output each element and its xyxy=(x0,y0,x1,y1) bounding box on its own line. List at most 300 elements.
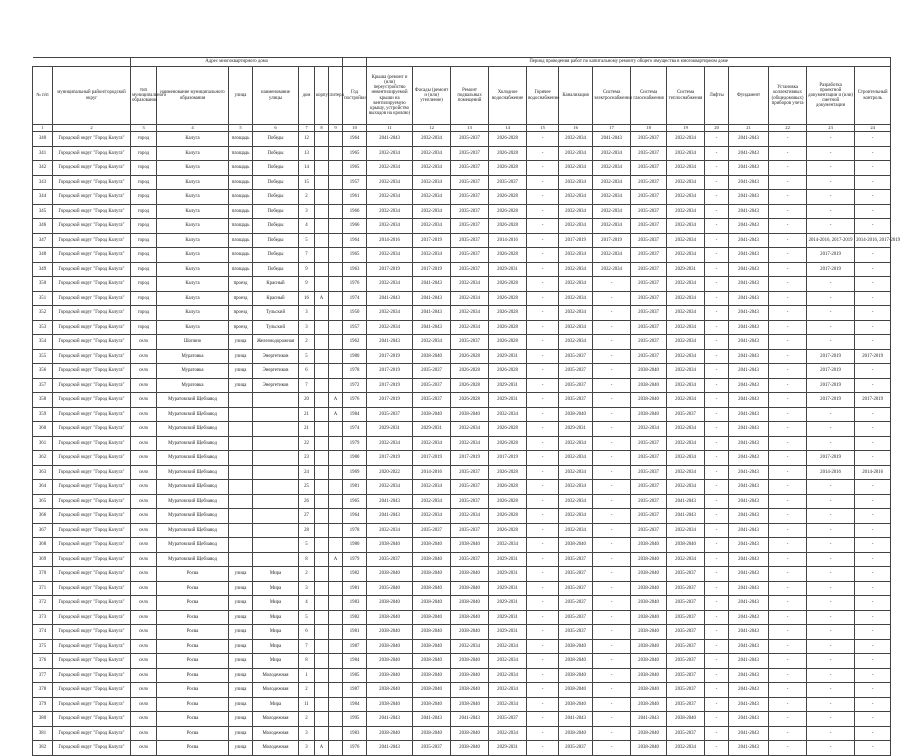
table-cell: - xyxy=(705,509,729,524)
table-cell: 2035-2040 xyxy=(367,581,413,596)
table-cell: 2035-2037 xyxy=(631,291,667,306)
table-cell: Городской округ "Город Калуга" xyxy=(53,581,131,596)
table-cell: город xyxy=(131,291,157,306)
table-cell: - xyxy=(855,581,891,596)
table-cell: - xyxy=(769,407,807,422)
column-number: 8 xyxy=(315,125,329,132)
table-cell: 2038-2040 xyxy=(413,668,451,683)
table-cell: 2032-2034 xyxy=(367,219,413,234)
table-cell: 22 xyxy=(299,436,315,451)
table-cell: 3 xyxy=(299,581,315,596)
table-cell: 2032-2034 xyxy=(667,451,705,466)
table-cell: Городской округ "Город Калуга" xyxy=(53,712,131,727)
table-cell: 2026-2028 xyxy=(489,422,527,437)
table-cell: площадь xyxy=(229,204,253,219)
table-cell: - xyxy=(807,436,855,451)
table-cell: Шопино xyxy=(157,335,229,350)
table-cell: Энергетиков xyxy=(253,364,299,379)
table-cell: Городской округ "Город Калуга" xyxy=(53,233,131,248)
table-cell: 2 xyxy=(299,712,315,727)
table-cell: 2029-2031 xyxy=(489,262,527,277)
table-cell: 2026-2028 xyxy=(489,291,527,306)
column-header: Лифты xyxy=(705,67,729,125)
table-cell xyxy=(329,451,343,466)
table-cell: 2026-2028 xyxy=(489,494,527,509)
table-cell: 2041-2043 xyxy=(729,146,769,161)
table-cell: село xyxy=(131,436,157,451)
table-cell: - xyxy=(769,451,807,466)
table-cell: 2035-2037 xyxy=(559,610,593,625)
table-cell: 2038-2040 xyxy=(413,726,451,741)
table-cell: - xyxy=(705,233,729,248)
table-cell: - xyxy=(807,335,855,350)
table-cell: 2026-2028 xyxy=(489,306,527,321)
table-cell: 7 xyxy=(299,639,315,654)
table-cell: - xyxy=(527,132,559,147)
table-cell: 2038-2040 xyxy=(413,610,451,625)
table-cell: 2035-2037 xyxy=(559,596,593,611)
table-cell: 2041-2043 xyxy=(729,393,769,408)
table-cell: 370 xyxy=(33,567,53,582)
table-cell: 2038-2040 xyxy=(367,668,413,683)
table-cell: 2038-2040 xyxy=(367,683,413,698)
table-cell: 1976 xyxy=(343,277,367,292)
table-cell: город xyxy=(131,204,157,219)
table-cell: - xyxy=(705,451,729,466)
table-cell: - xyxy=(705,523,729,538)
table-cell: 2032-2034 xyxy=(413,509,451,524)
table-cell: улица xyxy=(229,697,253,712)
table-cell: 2035-2037 xyxy=(631,480,667,495)
table-cell xyxy=(329,480,343,495)
table-cell: 2038-2040 xyxy=(631,538,667,553)
table-cell: 2035-2037 xyxy=(667,567,705,582)
column-number: 22 xyxy=(769,125,807,132)
table-cell xyxy=(315,248,329,263)
table-cell: - xyxy=(807,726,855,741)
table-cell: 1950 xyxy=(343,306,367,321)
table-cell xyxy=(329,378,343,393)
table-cell: - xyxy=(527,277,559,292)
table-cell: 2032-2034 xyxy=(451,291,489,306)
table-cell: 2035-2037 xyxy=(413,364,451,379)
table-cell: Муратовский Щебзавод xyxy=(157,422,229,437)
table-cell: 2026-2028 xyxy=(489,364,527,379)
table-cell: 2038-2040 xyxy=(413,639,451,654)
table-cell: проезд xyxy=(229,291,253,306)
table-cell: 2038-2040 xyxy=(559,407,593,422)
table-cell: - xyxy=(807,552,855,567)
table-cell xyxy=(329,596,343,611)
table-cell: улица xyxy=(229,596,253,611)
table-cell: - xyxy=(769,219,807,234)
column-header: Холодное водоснабжение xyxy=(489,67,527,125)
table-cell: Городской округ "Город Калуга" xyxy=(53,277,131,292)
table-cell xyxy=(253,538,299,553)
column-number: 21 xyxy=(729,125,769,132)
table-cell: 2032-2034 xyxy=(667,248,705,263)
table-cell: село xyxy=(131,552,157,567)
table-cell: 2035-2037 xyxy=(489,712,527,727)
table-cell: 3 xyxy=(299,741,315,756)
table-cell: 2038-2040 xyxy=(631,378,667,393)
table-cell: 21 xyxy=(299,422,315,437)
table-cell: 2035-2037 xyxy=(451,233,489,248)
table-cell: Росва xyxy=(157,697,229,712)
table-cell: - xyxy=(527,291,559,306)
table-cell: - xyxy=(855,523,891,538)
table-cell: 2035-2037 xyxy=(559,741,593,756)
table-cell: 2035-2037 xyxy=(451,248,489,263)
table-cell: 2038-2040 xyxy=(413,567,451,582)
table-cell: площадь xyxy=(229,132,253,147)
table-cell: - xyxy=(807,668,855,683)
table-cell: - xyxy=(769,523,807,538)
table-cell xyxy=(253,480,299,495)
column-number: 10 xyxy=(343,125,367,132)
table-cell: 2038-2040 xyxy=(451,407,489,422)
column-number: 9 xyxy=(329,125,343,132)
table-cell: 1976 xyxy=(343,741,367,756)
table-cell: 2041-2043 xyxy=(729,161,769,176)
table-cell: Энергетиков xyxy=(253,349,299,364)
table-cell: - xyxy=(705,393,729,408)
table-cell xyxy=(253,393,299,408)
table-cell: село xyxy=(131,480,157,495)
table-cell: 1980 xyxy=(343,349,367,364)
table-cell: 2032-2034 xyxy=(413,161,451,176)
table-cell: 1984 xyxy=(343,407,367,422)
table-cell: Молодежная xyxy=(253,741,299,756)
table-cell: 371 xyxy=(33,581,53,596)
table-cell: 2038-2040 xyxy=(451,538,489,553)
table-cell: 2032-2034 xyxy=(667,422,705,437)
table-cell: 2041-2043 xyxy=(729,712,769,727)
table-cell: 2017-2019 xyxy=(451,451,489,466)
table-cell: 21 xyxy=(299,407,315,422)
table-cell: 381 xyxy=(33,726,53,741)
table-cell: 2038-2040 xyxy=(367,726,413,741)
table-cell: 2041-2043 xyxy=(729,625,769,640)
table-cell: 1983 xyxy=(343,596,367,611)
table-cell: 1987 xyxy=(343,683,367,698)
table-cell: 2038-2040 xyxy=(413,538,451,553)
table-cell: - xyxy=(855,248,891,263)
table-cell: - xyxy=(705,465,729,480)
table-cell: 1 xyxy=(299,668,315,683)
table-cell: 2038-2040 xyxy=(451,726,489,741)
table-cell: - xyxy=(593,480,631,495)
table-cell: 2038-2040 xyxy=(559,654,593,669)
table-cell: 2 xyxy=(299,335,315,350)
column-number: 24 xyxy=(855,125,891,132)
table-cell: село xyxy=(131,494,157,509)
table-cell: Муратовка xyxy=(157,349,229,364)
table-cell: 2032-2034 xyxy=(667,219,705,234)
table-cell: 2041-2043 xyxy=(729,596,769,611)
table-row xyxy=(33,146,891,161)
table-cell: 368 xyxy=(33,538,53,553)
table-cell xyxy=(315,306,329,321)
table-cell: - xyxy=(855,378,891,393)
table-cell: - xyxy=(705,349,729,364)
column-header-row xyxy=(33,67,891,125)
table-cell xyxy=(253,552,299,567)
table-cell: 4 xyxy=(299,596,315,611)
table-cell: 1981 xyxy=(343,480,367,495)
table-cell: 2038-2040 xyxy=(451,625,489,640)
table-row xyxy=(33,132,891,147)
table-cell: 344 xyxy=(33,190,53,205)
table-cell: - xyxy=(807,422,855,437)
table-cell: 2035-2037 xyxy=(451,219,489,234)
table-cell: 2041-2043 xyxy=(729,378,769,393)
table-cell: 2 xyxy=(299,683,315,698)
column-number: 13 xyxy=(451,125,489,132)
table-cell: улица xyxy=(229,364,253,379)
table-cell: - xyxy=(855,654,891,669)
table-cell: 2032-2034 xyxy=(667,378,705,393)
table-cell: 379 xyxy=(33,697,53,712)
table-cell xyxy=(315,132,329,147)
table-cell xyxy=(315,349,329,364)
table-cell: - xyxy=(593,393,631,408)
table-cell: 2026-2028 xyxy=(489,219,527,234)
table-cell: 2032-2034 xyxy=(593,146,631,161)
table-cell: 1964 xyxy=(343,132,367,147)
table-cell: село xyxy=(131,509,157,524)
table-cell: - xyxy=(705,610,729,625)
table-cell: Росва xyxy=(157,610,229,625)
table-cell: Муратовский Щебзавод xyxy=(157,552,229,567)
table-cell: 2038-2040 xyxy=(631,567,667,582)
table-cell: - xyxy=(769,625,807,640)
table-cell: 2029-2031 xyxy=(559,422,593,437)
table-cell xyxy=(315,581,329,596)
table-cell: - xyxy=(527,697,559,712)
table-cell: 2038-2040 xyxy=(631,610,667,625)
table-cell: 360 xyxy=(33,422,53,437)
table-cell: 1964 xyxy=(343,509,367,524)
table-cell: - xyxy=(705,277,729,292)
table-cell: 2026-2028 xyxy=(489,277,527,292)
table-cell: город xyxy=(131,306,157,321)
table-body xyxy=(33,132,901,756)
table-cell: село xyxy=(131,364,157,379)
table-row xyxy=(33,654,891,669)
table-cell: - xyxy=(769,567,807,582)
table-cell: 2014-2016 xyxy=(367,233,413,248)
table-cell: - xyxy=(593,407,631,422)
table-cell xyxy=(253,523,299,538)
table-cell: село xyxy=(131,683,157,698)
table-row xyxy=(33,741,891,756)
table-cell: 2035-2037 xyxy=(489,175,527,190)
table-cell: - xyxy=(527,683,559,698)
table-cell: - xyxy=(593,625,631,640)
table-cell xyxy=(315,277,329,292)
table-cell: проезд xyxy=(229,320,253,335)
table-row xyxy=(33,494,891,509)
column-number: 23 xyxy=(807,125,855,132)
table-row xyxy=(33,335,891,350)
table-cell: 2038-2040 xyxy=(631,625,667,640)
table-cell: 2032-2034 xyxy=(559,451,593,466)
table-cell xyxy=(329,494,343,509)
repair-schedule-table xyxy=(32,57,901,756)
table-cell: - xyxy=(705,552,729,567)
table-cell: 2032-2034 xyxy=(559,248,593,263)
table-cell: Городской округ "Город Калуга" xyxy=(53,610,131,625)
table-cell: площадь xyxy=(229,190,253,205)
table-cell: 2038-2040 xyxy=(631,654,667,669)
table-cell: Росва xyxy=(157,567,229,582)
table-cell: Калуга xyxy=(157,175,229,190)
table-cell: 2041-2043 xyxy=(729,523,769,538)
table-cell: 2035-2037 xyxy=(667,697,705,712)
table-cell: - xyxy=(527,538,559,553)
table-cell: 2038-2040 xyxy=(367,596,413,611)
table-cell: 1984 xyxy=(343,697,367,712)
table-cell: 15 xyxy=(299,175,315,190)
table-cell: - xyxy=(705,146,729,161)
table-cell: 364 xyxy=(33,480,53,495)
table-cell: 2029-2031 xyxy=(489,567,527,582)
table-cell: 2032-2034 xyxy=(593,262,631,277)
table-cell: 2032-2034 xyxy=(367,175,413,190)
table-cell: 2035-2037 xyxy=(367,407,413,422)
table-cell: Городской округ "Город Калуга" xyxy=(53,320,131,335)
table-cell: 2029-2031 xyxy=(367,422,413,437)
table-cell: - xyxy=(807,146,855,161)
column-number: 16 xyxy=(559,125,593,132)
table-cell: Городской округ "Город Калуга" xyxy=(53,349,131,364)
table-cell: 2026-2028 xyxy=(489,161,527,176)
table-cell: 1980 xyxy=(343,451,367,466)
table-cell: 2026-2028 xyxy=(489,436,527,451)
table-cell: 2032-2034 xyxy=(413,335,451,350)
table-cell: Калуга xyxy=(157,132,229,147)
table-cell: улица xyxy=(229,378,253,393)
table-cell: Мира xyxy=(253,654,299,669)
table-cell: - xyxy=(593,697,631,712)
table-cell xyxy=(315,262,329,277)
table-cell: - xyxy=(807,538,855,553)
table-cell: Городской округ "Город Калуга" xyxy=(53,146,131,161)
table-cell: - xyxy=(855,552,891,567)
table-cell: - xyxy=(855,422,891,437)
table-cell: 2038-2040 xyxy=(631,683,667,698)
table-cell: 2032-2034 xyxy=(489,683,527,698)
table-cell: - xyxy=(769,494,807,509)
table-row xyxy=(33,262,891,277)
table-row xyxy=(33,726,891,741)
table-cell: 2041-2043 xyxy=(413,291,451,306)
table-cell: - xyxy=(807,480,855,495)
table-cell: - xyxy=(769,552,807,567)
table-cell: 2017-2019 xyxy=(807,393,855,408)
table-cell: 1962 xyxy=(343,335,367,350)
table-cell xyxy=(315,175,329,190)
table-cell: 2032-2034 xyxy=(489,697,527,712)
table-cell: 2026-2028 xyxy=(451,378,489,393)
table-cell xyxy=(329,204,343,219)
table-cell: - xyxy=(593,610,631,625)
table-cell: - xyxy=(705,436,729,451)
table-cell: 2032-2034 xyxy=(559,436,593,451)
table-cell: 2041-2043 xyxy=(729,291,769,306)
table-cell: 2014-2016, 2017-2019 xyxy=(855,233,891,248)
table-cell: Росва xyxy=(157,596,229,611)
table-cell: 2026-2028 xyxy=(489,190,527,205)
table-cell: Городской округ "Город Калуга" xyxy=(53,697,131,712)
table-cell: - xyxy=(807,190,855,205)
table-cell: - xyxy=(807,581,855,596)
table-cell: город xyxy=(131,219,157,234)
table-cell: - xyxy=(855,712,891,727)
table-cell: 1982 xyxy=(343,610,367,625)
table-cell: Тульский xyxy=(253,306,299,321)
table-cell: - xyxy=(769,349,807,364)
table-cell xyxy=(329,668,343,683)
table-cell: 2041-2043 xyxy=(729,494,769,509)
table-cell: 2038-2040 xyxy=(631,741,667,756)
table-cell xyxy=(329,306,343,321)
table-cell: город xyxy=(131,161,157,176)
table-cell: 2038-2040 xyxy=(451,596,489,611)
table-cell xyxy=(315,146,329,161)
table-cell: - xyxy=(855,668,891,683)
table-cell: 1972 xyxy=(343,378,367,393)
table-cell: 2032-2034 xyxy=(559,132,593,147)
table-cell: - xyxy=(705,407,729,422)
table-cell: 2017-2019 xyxy=(855,349,891,364)
table-cell: 2026-2028 xyxy=(489,509,527,524)
table-cell: 2041-2043 xyxy=(631,712,667,727)
table-cell xyxy=(329,625,343,640)
table-cell: Красный xyxy=(253,277,299,292)
table-cell: - xyxy=(527,741,559,756)
table-cell: 2032-2034 xyxy=(667,291,705,306)
table-cell xyxy=(229,538,253,553)
table-cell: 2035-2037 xyxy=(559,552,593,567)
table-cell: 2041-2043 xyxy=(729,451,769,466)
table-cell: 25 xyxy=(299,480,315,495)
table-cell: 2017-2019 xyxy=(367,364,413,379)
table-cell: Муратовский Щебзавод xyxy=(157,465,229,480)
table-cell: Росва xyxy=(157,712,229,727)
table-cell: 2035-2037 xyxy=(451,175,489,190)
table-cell: улица xyxy=(229,683,253,698)
table-cell: 2041-2043 xyxy=(729,465,769,480)
table-cell: село xyxy=(131,639,157,654)
table-cell xyxy=(329,741,343,756)
table-cell: 2035-2037 xyxy=(631,132,667,147)
table-cell: - xyxy=(593,364,631,379)
table-cell: 349 xyxy=(33,262,53,277)
table-cell: село xyxy=(131,741,157,756)
table-cell: - xyxy=(807,132,855,147)
table-cell: 2029-2031 xyxy=(489,581,527,596)
table-row xyxy=(33,306,891,321)
table-cell: - xyxy=(527,523,559,538)
table-cell: город xyxy=(131,175,157,190)
table-cell: - xyxy=(527,422,559,437)
table-cell: - xyxy=(705,668,729,683)
table-cell: 2038-2040 xyxy=(559,538,593,553)
table-cell: 2035-2037 xyxy=(559,581,593,596)
table-cell: Победы xyxy=(253,248,299,263)
